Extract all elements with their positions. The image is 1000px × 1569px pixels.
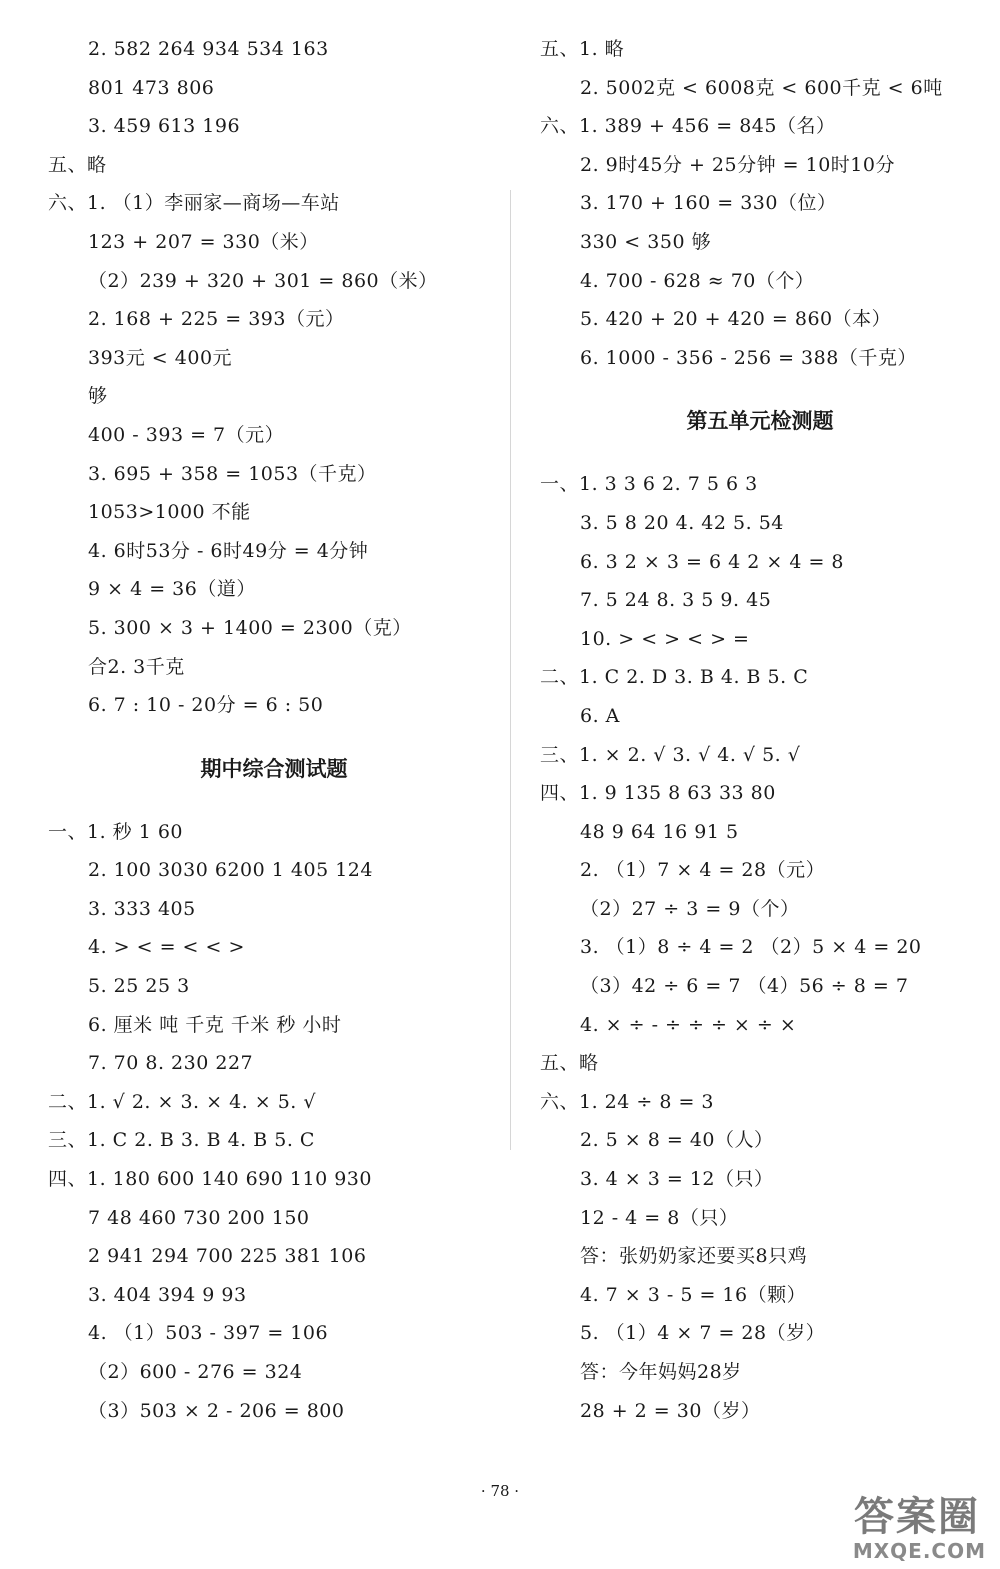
column-divider xyxy=(510,190,511,1150)
answer-line: （2）600 - 276 = 324 xyxy=(88,1361,303,1383)
answer-line: 2. 100 3030 6200 1 405 124 xyxy=(88,859,373,882)
answer-line: 4. 6时53分 - 6时49分 = 4分钟 xyxy=(88,539,369,562)
watermark-text: 答案圈 xyxy=(854,1494,980,1540)
answer-line: 6. 1000 - 356 - 256 = 388（千克） xyxy=(580,346,917,369)
left-answer-column xyxy=(48,30,500,1430)
answer-line: 5. 420 + 20 + 420 = 860（本） xyxy=(580,308,892,331)
answer-line: 9 × 4 = 36（道） xyxy=(88,578,256,601)
answer-line: 4. > < = < < > xyxy=(88,936,245,959)
answer-line: 三、1. C 2. B 3. B 4. B 5. C xyxy=(48,1129,315,1152)
answer-line: 7. 70 8. 230 227 xyxy=(88,1052,254,1075)
answer-line: 够 xyxy=(88,385,108,408)
section-title: 第五单元检测题 xyxy=(686,409,834,434)
answer-line: 6. 厘米 吨 千克 千米 秒 小时 xyxy=(88,1013,342,1036)
answer-line: 二、1. √ 2. × 3. × 4. × 5. √ xyxy=(48,1090,316,1113)
answer-line: 4. 700 - 628 ≈ 70（个） xyxy=(580,269,815,292)
answer-line: 五、1. 略 xyxy=(540,38,625,60)
answer-line: 1053>1000 不能 xyxy=(88,501,251,524)
answer-line: 2. 5 × 8 = 40（人） xyxy=(580,1129,774,1152)
answer-line: 3. 333 405 xyxy=(88,897,196,920)
answer-line: 五、略 xyxy=(540,1052,599,1075)
answer-line: 六、1. 389 + 456 = 845（名） xyxy=(540,115,836,138)
answer-line: 3. 170 + 160 = 330（位） xyxy=(580,192,837,215)
answer-line: （3）42 ÷ 6 = 7 （4）56 ÷ 8 = 7 xyxy=(580,975,909,998)
answer-line: 48 9 64 16 91 5 xyxy=(580,820,739,843)
answer-line: 四、1. 9 135 8 63 33 80 xyxy=(540,782,776,805)
answer-line: 3. 459 613 196 xyxy=(88,115,241,138)
answer-line: 3. （1）8 ÷ 4 = 2 （2）5 × 4 = 20 xyxy=(580,936,922,959)
answer-line: 4. （1）503 - 397 = 106 xyxy=(88,1322,329,1345)
answer-line: 5. （1）4 × 7 = 28（岁） xyxy=(580,1322,826,1345)
answer-line: 400 - 393 = 7（元） xyxy=(88,423,285,446)
answer-line: 12 - 4 = 8（只） xyxy=(580,1206,739,1229)
answer-line: 六、1. 24 ÷ 8 = 3 xyxy=(540,1090,715,1113)
answer-line: 6. 7 : 10 - 20分 = 6 : 50 xyxy=(88,694,324,717)
answer-line: 2. （1）7 × 4 = 28（元） xyxy=(580,859,826,882)
answer-line: 2 941 294 700 225 381 106 xyxy=(88,1245,367,1268)
answer-line: 10. > < > < > = xyxy=(580,627,750,650)
watermark-logo xyxy=(816,1485,986,1563)
answer-line: 三、1. × 2. √ 3. √ 4. √ 5. √ xyxy=(540,743,801,766)
answer-line: 330 < 350 够 xyxy=(580,230,712,253)
section-title: 期中综合测试题 xyxy=(200,756,348,781)
answer-line: 3. 4 × 3 = 12（只） xyxy=(580,1168,774,1191)
right-answer-column xyxy=(540,30,980,1430)
answer-line: 801 473 806 xyxy=(88,76,215,99)
answer-line: 7. 5 24 8. 3 5 9. 45 xyxy=(580,589,772,612)
answer-line: 2. 582 264 934 534 163 xyxy=(88,38,329,60)
page-number: · 78 · xyxy=(480,1482,520,1500)
answer-line: 5. 300 × 3 + 1400 = 2300（克） xyxy=(88,616,412,639)
answer-line: 6. 3 2 × 3 = 6 4 2 × 4 = 8 xyxy=(580,550,844,573)
answer-line: 6. A xyxy=(580,704,620,727)
answer-line: 3. 404 394 9 93 xyxy=(88,1283,247,1306)
answer-line: 3. 695 + 358 = 1053（千克） xyxy=(88,462,377,485)
answer-line: 六、1. （1）李丽家—商场—车站 xyxy=(48,192,340,215)
answer-line: 2. 168 + 225 = 393（元） xyxy=(88,308,345,331)
answer-line: 2. 5002克 < 6008克 < 600千克 < 6吨 xyxy=(580,76,943,99)
answer-line: 3. 5 8 20 4. 42 5. 54 xyxy=(580,511,784,534)
watermark-url: MXQE.COM xyxy=(852,1539,986,1563)
answer-line: （3）503 × 2 - 206 = 800 xyxy=(88,1399,345,1422)
answer-line: 4. × ÷ - ÷ ÷ ÷ × ÷ × xyxy=(580,1013,797,1036)
answer-line: （2）239 + 320 + 301 = 860（米） xyxy=(88,269,438,292)
answer-line: 123 + 207 = 330（米） xyxy=(88,230,319,253)
answer-line: 5. 25 25 3 xyxy=(88,975,190,998)
answer-line: 四、1. 180 600 140 690 110 930 xyxy=(48,1168,372,1191)
answer-line: （2）27 ÷ 3 = 9（个） xyxy=(580,897,800,920)
answer-line: 2. 9时45分 + 25分钟 = 10时10分 xyxy=(580,153,895,176)
answer-line: 答：今年妈妈28岁 xyxy=(580,1361,742,1383)
answer-line: 28 + 2 = 30（岁） xyxy=(580,1399,761,1422)
answer-line: 一、1. 3 3 6 2. 7 5 6 3 xyxy=(540,473,758,496)
answer-line: 一、1. 秒 1 60 xyxy=(48,820,184,843)
answer-line: 答：张奶奶家还要买8只鸡 xyxy=(580,1245,808,1268)
answer-line: 7 48 460 730 200 150 xyxy=(88,1206,310,1229)
answer-line: 4. 7 × 3 - 5 = 16（颗） xyxy=(580,1283,807,1306)
answer-line: 五、略 xyxy=(48,153,107,176)
answer-line: 合2. 3千克 xyxy=(88,655,185,678)
answer-line: 二、1. C 2. D 3. B 4. B 5. C xyxy=(540,666,809,689)
answer-line: 393元 < 400元 xyxy=(88,346,233,369)
